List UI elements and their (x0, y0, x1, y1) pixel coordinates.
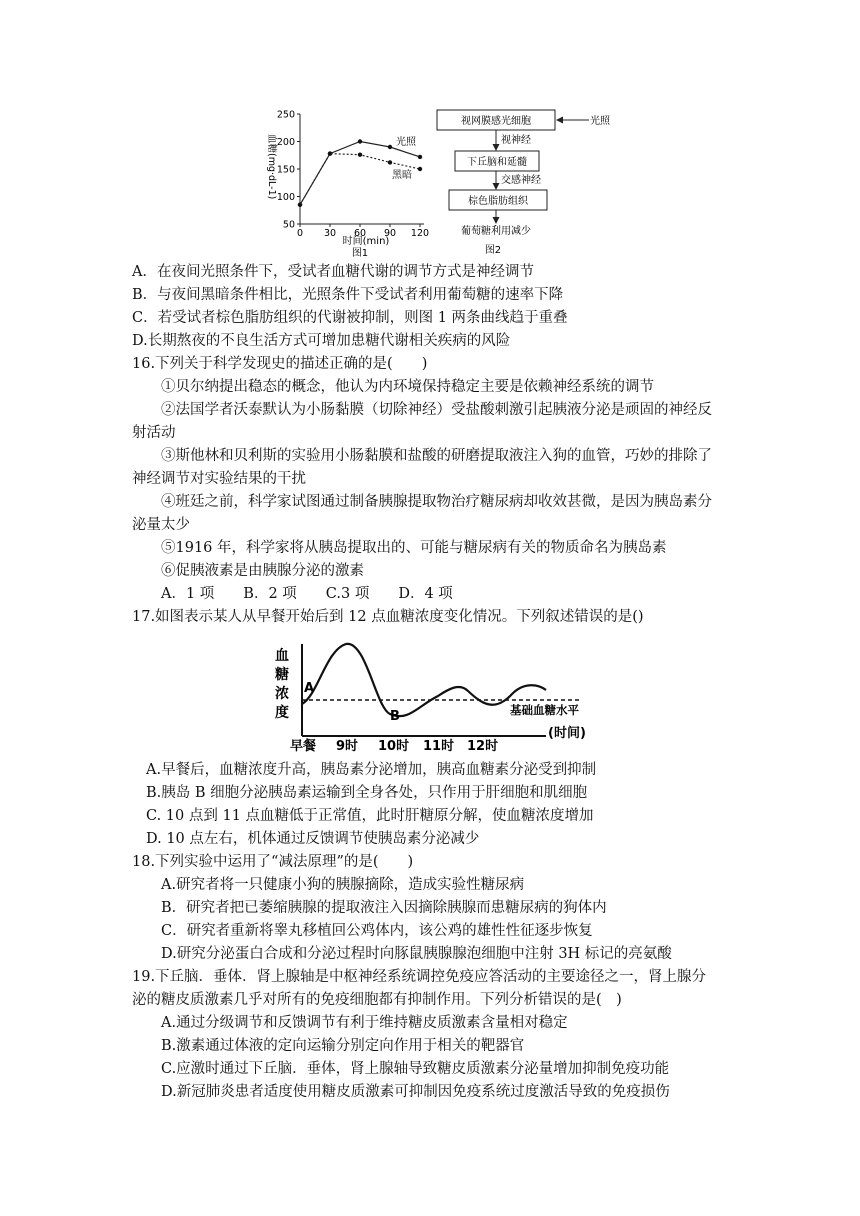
q16-stem: 16.下列关于科学发现史的描述正确的是( ) (132, 356, 428, 372)
data-point (418, 155, 422, 159)
q17-option-b: B.胰岛 B 细胞分泌胰岛素运输到全身各处，只作用于肝细胞和肌细胞 (146, 785, 588, 801)
x-tick-label: 0 (296, 228, 304, 239)
light-input-label: 光照 (590, 116, 610, 127)
data-point (328, 151, 332, 155)
data-point (388, 145, 392, 149)
figure-1-chart (262, 104, 442, 258)
q16-item-4-cont: 泌量太少 (132, 517, 190, 533)
point-a-label: A (304, 681, 315, 696)
q15-option-a: A．在夜间光照条件下，受试者血糖代谢的调节方式是神经调节 (132, 264, 534, 280)
q18-option-c: C．研究者重新将睾丸移植回公鸡体内，该公鸡的雄性性征逐步恢复 (161, 923, 593, 939)
q19-option-d: D.新冠肺炎患者适度使用糖皮质激素可抑制因免疫系统过度激活导致的免疫损伤 (161, 1084, 670, 1100)
q18-stem: 18.下列实验中运用了“减法原理”的是( ) (132, 854, 414, 870)
y-tick-label: 100 (276, 192, 295, 203)
y-tick-label: 250 (276, 109, 295, 121)
x-label: 9时 (336, 739, 359, 754)
q15-option-c: C．若受试者棕色脂肪组织的代谢被抑制，则图 1 两条曲线趋于重叠 (132, 310, 568, 326)
q19-stem-line-1: 19.下丘脑．垂体．肾上腺轴是中枢神经系统调控免疫应答活动的主要途径之一，肾上腺分 (132, 969, 707, 985)
result-label: 葡萄糖利用减少 (461, 226, 531, 237)
data-point (418, 167, 422, 171)
q17-option-c: C. 10 点到 11 点血糖低于正常值，此时肝糖原分解，使血糖浓度增加 (146, 808, 594, 824)
q16-item-3-cont: 神经调节对实验结果的干扰 (132, 471, 306, 487)
q16-item-5: ⑤1916 年，科学家将从胰岛提取出的、可能与糖尿病有关的物质命名为胰岛素 (161, 540, 667, 556)
q17-option-a: A.早餐后，血糖浓度升高，胰岛素分泌增加，胰高血糖素分泌受到抑制 (146, 762, 597, 778)
x-tick-label: 60 (353, 228, 367, 239)
y-tick-label: 150 (276, 164, 295, 176)
q19-stem-line-2: 泌的糖皮质激素几乎对所有的免疫细胞都有抑制作用。下列分析错误的是( ) (132, 992, 622, 1008)
data-point (358, 153, 362, 157)
q15-option-b: B．与夜间黑暗条件相比，光照条件下受试者利用葡萄糖的速率下降 (132, 287, 564, 303)
q18-option-d: D.研究分泌蛋白合成和分泌过程时向豚鼠胰腺腺泡细胞中注射 3H 标记的亮氨酸 (161, 946, 672, 962)
figure-2-diagram (433, 107, 613, 257)
x-label: 早餐 (290, 739, 317, 754)
figure-caption: 图2 (484, 245, 502, 256)
chart-ylabel (275, 647, 289, 721)
ylabel-char: 血 (275, 648, 289, 664)
y-tick-label: 50 (282, 219, 295, 231)
q17-option-d: D. 10 点左右，机体通过反馈调节使胰岛素分泌减少 (146, 831, 480, 847)
x-axis-label: 时间(min) (342, 236, 390, 247)
q18-option-a: A.研究者将一只健康小狗的胰腺摘除，造成实验性糖尿病 (161, 877, 525, 893)
q16-item-1: ①贝尔纳提出稳态的概念，他认为内环境保持稳定主要是依赖神经系统的调节 (161, 379, 654, 395)
point-b-label: B (390, 709, 400, 724)
ylabel-char: 浓 (275, 686, 289, 702)
q16-item-3: ③斯他林和贝利斯的实验用小肠黏膜和盐酸的研磨提取液注入狗的血管，巧妙的排除了 (161, 448, 712, 464)
q19-option-c: C.应激时通过下丘脑．垂体，肾上腺轴导致糖皮质激素分泌量增加抑制免疫功能 (161, 1061, 670, 1077)
data-point (298, 203, 302, 207)
x-axis-unit: (时间) (548, 726, 586, 741)
label-light: 光照 (396, 137, 416, 148)
q16-item-2: ②法国学者沃泰默认为小肠黏膜（切除神经）受盐酸刺激引起胰液分泌是顽固的神经反 (161, 402, 712, 418)
y-ticks (277, 110, 300, 231)
ylabel-char: 度 (275, 705, 289, 721)
q18-option-b: B．研究者把已萎缩胰腺的提取液注入因摘除胰腺而患糖尿病的狗体内 (161, 900, 607, 916)
data-point (358, 139, 362, 143)
x-tick-label: 120 (410, 228, 430, 239)
q16-item-2-cont: 射活动 (132, 425, 176, 441)
baseline-label: 基础血糖水平 (510, 703, 579, 717)
q16-options: A．1 项 B．2 项 C.3 项 D．4 项 (161, 586, 453, 602)
q19-option-a: A.通过分级调节和反馈调节有利于维持糖皮质激素含量相对稳定 (161, 1015, 568, 1031)
data-point (388, 160, 392, 164)
box-brown-fat-label: 棕色脂肪组织 (468, 196, 528, 207)
y-tick-label: 200 (276, 137, 295, 148)
q16-item-6: ⑥促胰液素是由胰腺分泌的激素 (161, 563, 364, 579)
x-label: 10时 (378, 739, 410, 754)
x-labels (290, 725, 586, 754)
q16-item-4: ④班廷之前，科学家试图通过制备胰腺提取物治疗糖尿病却收效甚微，是因为胰岛素分 (161, 494, 712, 510)
x-tick-label: 30 (323, 228, 337, 239)
arrow-1-label: 视神经 (501, 135, 531, 146)
y-axis-label: 血糖(mg·dL-1) (266, 134, 277, 200)
figure-caption: 图1 (351, 248, 369, 258)
q17-stem: 17.如图表示某人从早餐开始后到 12 点血糖浓度变化情况。下列叙述错误的是() (132, 609, 644, 625)
ylabel-char: 糖 (275, 667, 289, 683)
box-retina-label: 视网膜感光细胞 (461, 116, 531, 127)
glucose-curve-chart (268, 630, 598, 756)
x-tick-label: 90 (383, 228, 397, 239)
q19-option-b: B.激素通过体液的定向运输分别定向作用于相关的靶器官 (161, 1038, 525, 1054)
q15-option-d: D.长期熬夜的不良生活方式可增加患糖代谢相关疾病的风险 (132, 333, 511, 349)
x-label: 11时 (423, 739, 455, 754)
label-dark: 黑暗 (392, 170, 412, 181)
box-hypothalamus-label: 下丘脑和延髓 (467, 157, 527, 168)
x-label: 12时 (467, 739, 499, 754)
arrow-2-label: 交感神经 (501, 175, 541, 186)
